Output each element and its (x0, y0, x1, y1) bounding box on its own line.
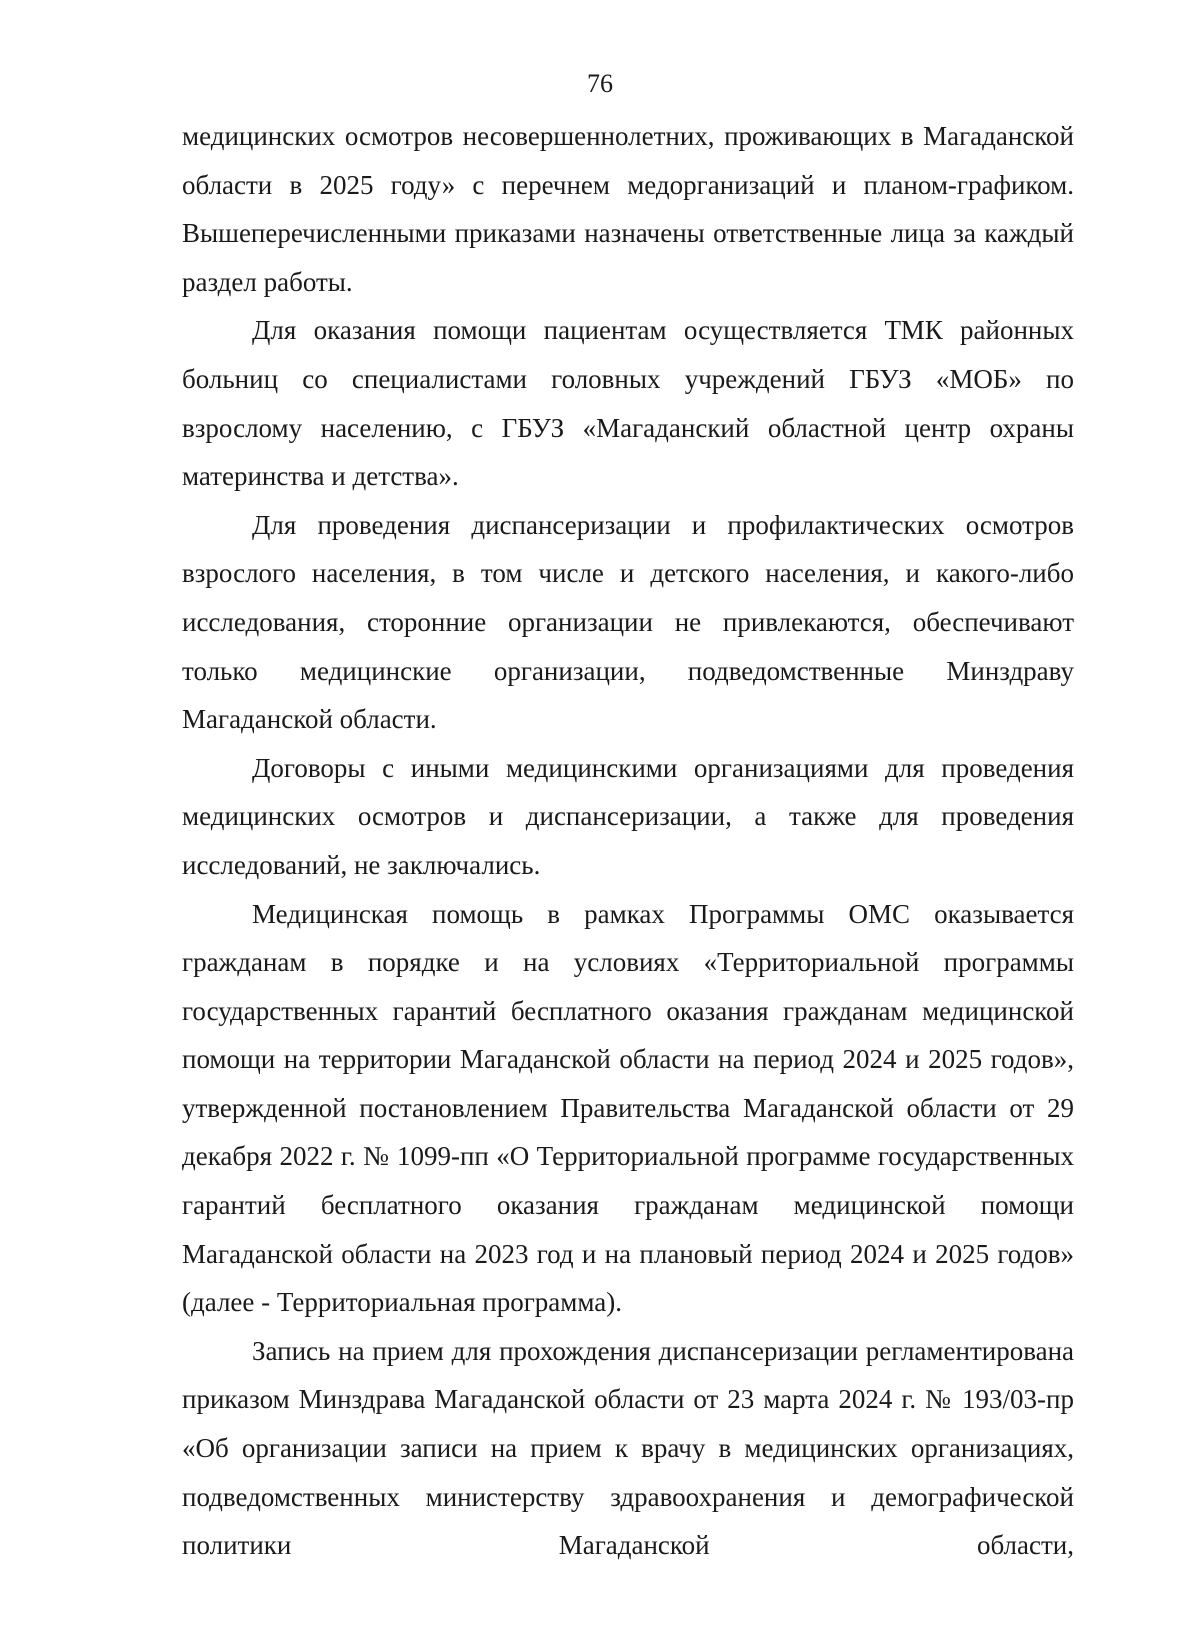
paragraph-continuation: медицинских осмотров несовершеннолетних, проживающих в Магаданской области в 2025 году» с перечнем медорганизаций и планом-графиком. Вышеперечисленными приказами назначены ответственные лица за каждый раздел работы. (182, 121, 1074, 297)
paragraph-contracts: Договоры с иными медицинскими организациями для проведения медицинских осмотров и диспансеризации, а также для проведения исследований, не заключались. (182, 752, 1074, 880)
paragraph-oms-program: Медицинская помощь в рамках Программы ОМС оказывается гражданам в порядке и на условиях «Территориальной программы государственных гарантий бесплатного оказания гражданам медицинской помощи на территории Магаданской области на период 2024 и 2025 годов», утвержденной постановлением Правительства Магаданской области от 29 декабря 2022 г. № 1099-пп «О Территориальной программе государственных гарантий бесплатного оказания гражданам медицинской помощи Магаданской области на 2023 год и на плановый период 2024 и 2025 годов» (далее - Территориальная программа). (182, 898, 1074, 1318)
page-number: 76 (587, 69, 613, 98)
paragraph-tmk: Для оказания помощи пациентам осуществляется ТМК районных больниц со специалистами головных учреждений ГБУЗ «МОБ» по взрослому населению, с ГБУЗ «Магаданский областной центр охраны материнства и детства». (182, 315, 1074, 492)
paragraph-dispensarization-organizations: Для проведения диспансеризации и профилактических осмотров взрослого населения, в том числе и детского населения, и какого-либо исследования, сторонние организации не привлекаются, обеспечивают только медицинские организации, подведомственные Минздраву Магаданской области. (182, 509, 1074, 735)
body-text (182, 112, 1074, 1570)
paragraph-appointment-order: Запись на прием для прохождения диспансеризации регламентирована приказом Минздрава Магаданской области от 23 марта 2024 г. № 193/03-пр «Об организации записи на прием к врачу в медицинских организациях, подведомственных министерству здравоохранения и демографической политики Магаданской области, (182, 1335, 1074, 1561)
